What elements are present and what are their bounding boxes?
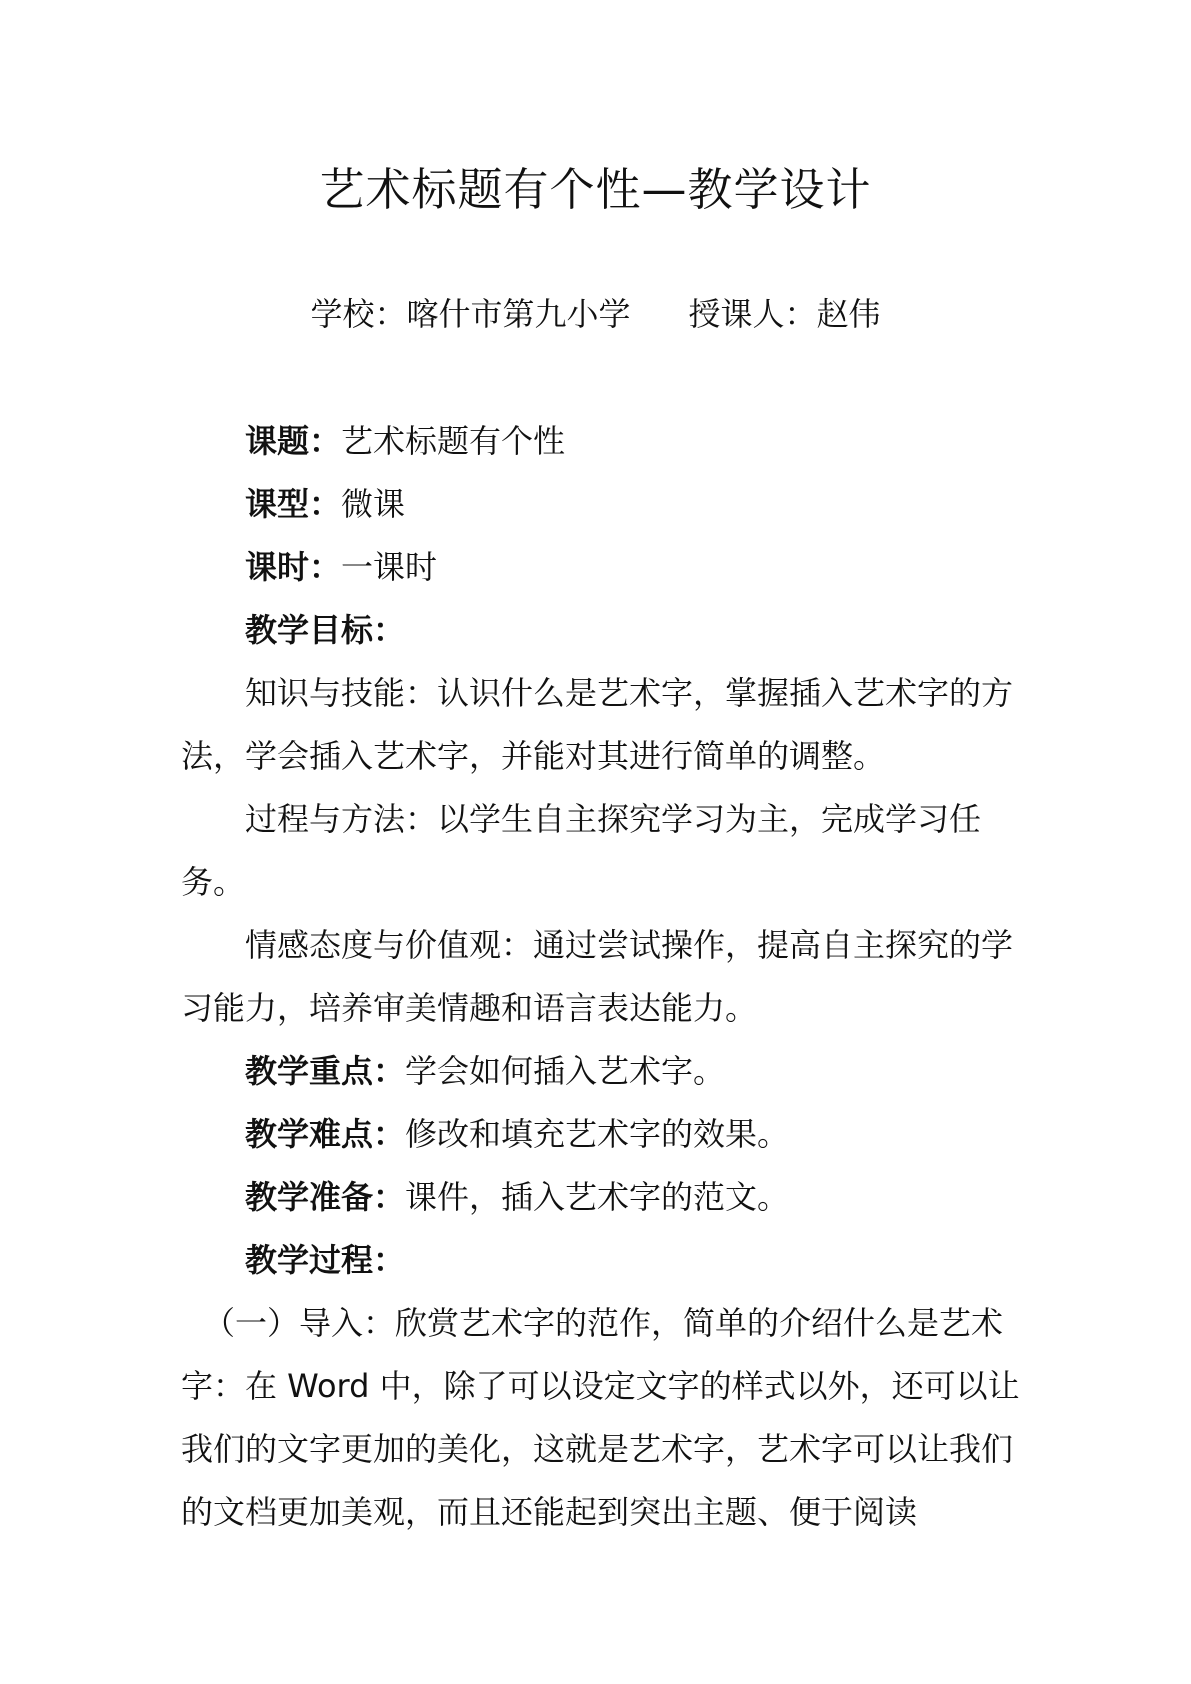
goal-emotion-paragraph: 情感态度与价值观：通过尝试操作，提高自主探究的学习能力，培养审美情趣和语言表达能力。	[181, 926, 1014, 1027]
intro-paragraph: （一）导入：欣赏艺术字的范作，简单的介绍什么是艺术字：在 Word 中，除了可以设定文字的样式以外，还可以让我们的文字更加的美化，这就是艺术字，艺术字可以让我们的文档更加美观，而且还能起到突出主题、便于阅读	[181, 1304, 1020, 1531]
preparation-value: 课件，插入艺术字的范文。	[405, 1178, 790, 1216]
type-line	[181, 473, 1021, 536]
topic-line	[181, 410, 1021, 473]
key-point-label: 教学重点：	[245, 1052, 406, 1090]
document-title: 艺术标题有个性—教学设计	[319, 163, 872, 216]
school-text: 学校：喀什市第九小学	[310, 295, 631, 333]
preparation-line	[181, 1166, 1021, 1229]
type-label: 课型：	[245, 485, 342, 523]
key-point-value: 学会如何插入艺术字。	[405, 1052, 726, 1090]
period-value: 一课时	[341, 548, 438, 586]
process-heading: 教学过程：	[245, 1241, 406, 1279]
preparation-label: 教学准备：	[245, 1178, 406, 1216]
goal-process-paragraph: 过程与方法：以学生自主探究学习为主，完成学习任务。	[181, 800, 982, 901]
goals-heading: 教学目标：	[245, 611, 406, 649]
goal-knowledge-paragraph: 知识与技能：认识什么是艺术字，掌握插入艺术字的方法，学会插入艺术字，并能对其进行简单的调整。	[181, 674, 1014, 775]
period-line	[181, 536, 1021, 599]
key-point-line	[181, 1040, 1021, 1103]
difficulty-label: 教学难点：	[245, 1115, 406, 1153]
difficulty-value: 修改和填充艺术字的效果。	[405, 1115, 790, 1153]
type-value: 微课	[341, 485, 406, 523]
topic-value: 艺术标题有个性	[341, 422, 566, 460]
period-label: 课时：	[245, 548, 342, 586]
topic-label: 课题：	[245, 422, 342, 460]
teacher-text: 授课人：赵伟	[688, 295, 881, 333]
author-line	[0, 290, 1191, 338]
difficulty-line	[181, 1103, 1021, 1166]
document-body	[181, 410, 1021, 1544]
